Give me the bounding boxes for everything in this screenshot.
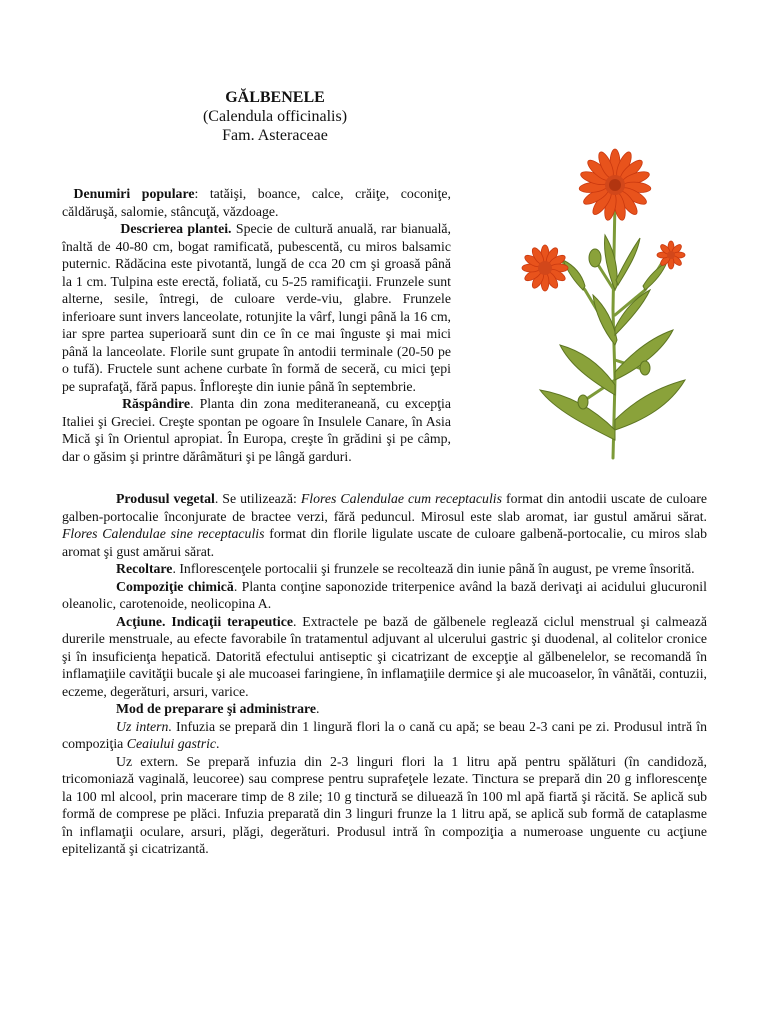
text-popular-names: : tatăişi, boance, calce, crăiţe, coconiţe, căldăruşă, salomie, stâncuţă, văzdoage.	[62, 186, 451, 219]
latin-term-2: Flores Calendulae sine receptaculis	[62, 526, 265, 541]
plant-title: GĂLBENELE	[225, 89, 325, 106]
paragraph-harvest	[62, 560, 707, 578]
calendula-illustration	[515, 140, 695, 460]
paragraph-composition	[62, 578, 707, 613]
latin-term-1: Flores Calendulae cum receptaculis	[300, 491, 502, 506]
family-name: Fam. Asteraceae	[222, 127, 328, 144]
paragraph-distribution	[62, 395, 451, 465]
text-vegetal-c: format din florile ligulate uscate de culoare galbenă-portocalie, cu miros slab aromat şi gust amărui sărat.	[62, 526, 707, 559]
text-vegetal-b: format din antodii uscate de culoare galben-portocalie înconjurate de bractee verzi, fără peduncul. Mirosul este slab aromat, iar gustul amărui sărat.	[62, 491, 707, 524]
gastric-tea: Ceaiului gastric	[126, 736, 217, 751]
flower-top	[579, 149, 652, 221]
paragraph-vegetal-product	[62, 490, 707, 560]
lead-description: Descrierea plantei.	[120, 221, 232, 236]
lead-internal-use: Uz intern.	[116, 718, 172, 734]
text-description: Specie de cultură anuală, rar bianuală, înaltă de 40-80 cm, bogat ramificată, pubescentă, cu miros balsamic puternic. Rădăcina este pivotantă, lungă de cca 20 cm şi groasă până la 1 cm. Tulpina este erectă, foliată, cu 5-25 ramificaţii. Frunzele sunt alterne, sesile, întregi, de culoare verde-viu, glabre. Frunzele inferioare sunt invers lanceolate, rotunjite la vârf, lungi până la 16 cm, iar spre partea superioară sunt din ce în ce mai înguste şi mai mici până la lanceolate. Florile sunt grupate în antodii terminale (20-50 pe o tufă). Fructele sunt achene curbate în formă de seceră, cu mici ţepi pe suprafaţă, fără papus. Înfloreşte din iunie până în septembrie.	[62, 221, 452, 394]
document-header	[115, 88, 435, 145]
text-composition: . Planta conţine saponozide triterpenice având la bază derivaţi ai acidului glucuronil oleanolic, carotenoide, neolicopina A.	[62, 578, 707, 611]
text-column-full	[62, 490, 707, 858]
text-vegetal-a: . Se utilizează:	[214, 491, 301, 506]
paragraph-description	[62, 220, 451, 395]
paragraph-internal-use	[62, 718, 707, 753]
lead-preparation: Mod de preparare şi administrare	[116, 701, 317, 716]
lead-vegetal-product: Produsul vegetal	[116, 491, 215, 506]
latin-name: (Calendula officinalis)	[202, 108, 348, 125]
lead-harvest: Recoltare	[116, 561, 173, 576]
text-external-use: Uz extern. Se prepară infuzia din 2-3 linguri flori la 1 litru apă pentru spălături (în candidoză, tricomoniază vaginală, leucoree) sau comprese pentru suprafeţele lezate. Tinctura se prepară din 20 g inflorescenţe la 100 ml alcool, prin macerare timp de 8 zile; 10 g tinctură se diluează în 100 ml apă fiartă şi răcită. Se aplică sub formă de comprese pe plăci. Infuzia preparată din 3 linguri frunze la 1 litru apă, se aplică sub formă de cataplasme în inflamaţii oculare, arsuri, plăgi, degerături. Produsul intră în compoziţia a numeroase unguente cu acţiune epitelizantă şi cicatrizantă.	[62, 753, 707, 856]
flower-left	[522, 245, 568, 291]
text-internal-a: Infuzia se prepară din 1 lingură flori la o cană cu apă; se beau 2-3 cani pe zi. Produsul intră în compoziţia	[62, 718, 707, 751]
text-preparation: .	[316, 701, 320, 716]
lead-distribution: Răspândire	[122, 396, 191, 411]
lead-popular-names: Denumiri populare	[73, 186, 195, 201]
flower-right	[657, 241, 685, 269]
lead-composition: Compoziţie chimică	[116, 578, 234, 594]
text-harvest: . Inflorescenţele portocalii şi frunzele se recoltează din iunie până în august, pe vreme însorită.	[172, 561, 695, 576]
text-action: . Extractele pe bază de gălbenele reglează ciclul menstrual şi calmează durerile menstruale, au efecte favorabile în tratamentul adjuvant al ulcerului gastric şi duodenal, al colitelor cronice şi în insuficienţa hepatică. Datorită efectului antiseptic şi cicatrizant de excepţie al gălbenelelor, se recomandă în inflamaţiile cavităţii bucale şi ale mucoasei faringiene, în inflamaţiile dermice şi ale mucoaselor, în vânătăi, contuzii, eczeme, degerături, arsuri, varice.	[62, 613, 707, 699]
paragraph-external-use	[62, 753, 707, 858]
lead-action: Acţiune. Indicaţii terapeutice	[116, 613, 293, 629]
text-column-narrow	[62, 185, 451, 465]
text-distribution: . Planta din zona mediteraneană, cu excepţia Italiei şi Greciei. Creşte spontan pe ogoare în Insulele Canare, în Asia Mică şi în Orientul apropiat. În Europa, creşte în grădini şi pe câmp, dar o găsim şi printre dărâmături şi pe lângă garduri.	[62, 396, 451, 464]
paragraph-popular-names	[62, 185, 451, 220]
text-internal-b: .	[216, 736, 220, 751]
paragraph-action	[62, 613, 707, 701]
paragraph-preparation-heading	[62, 700, 707, 718]
